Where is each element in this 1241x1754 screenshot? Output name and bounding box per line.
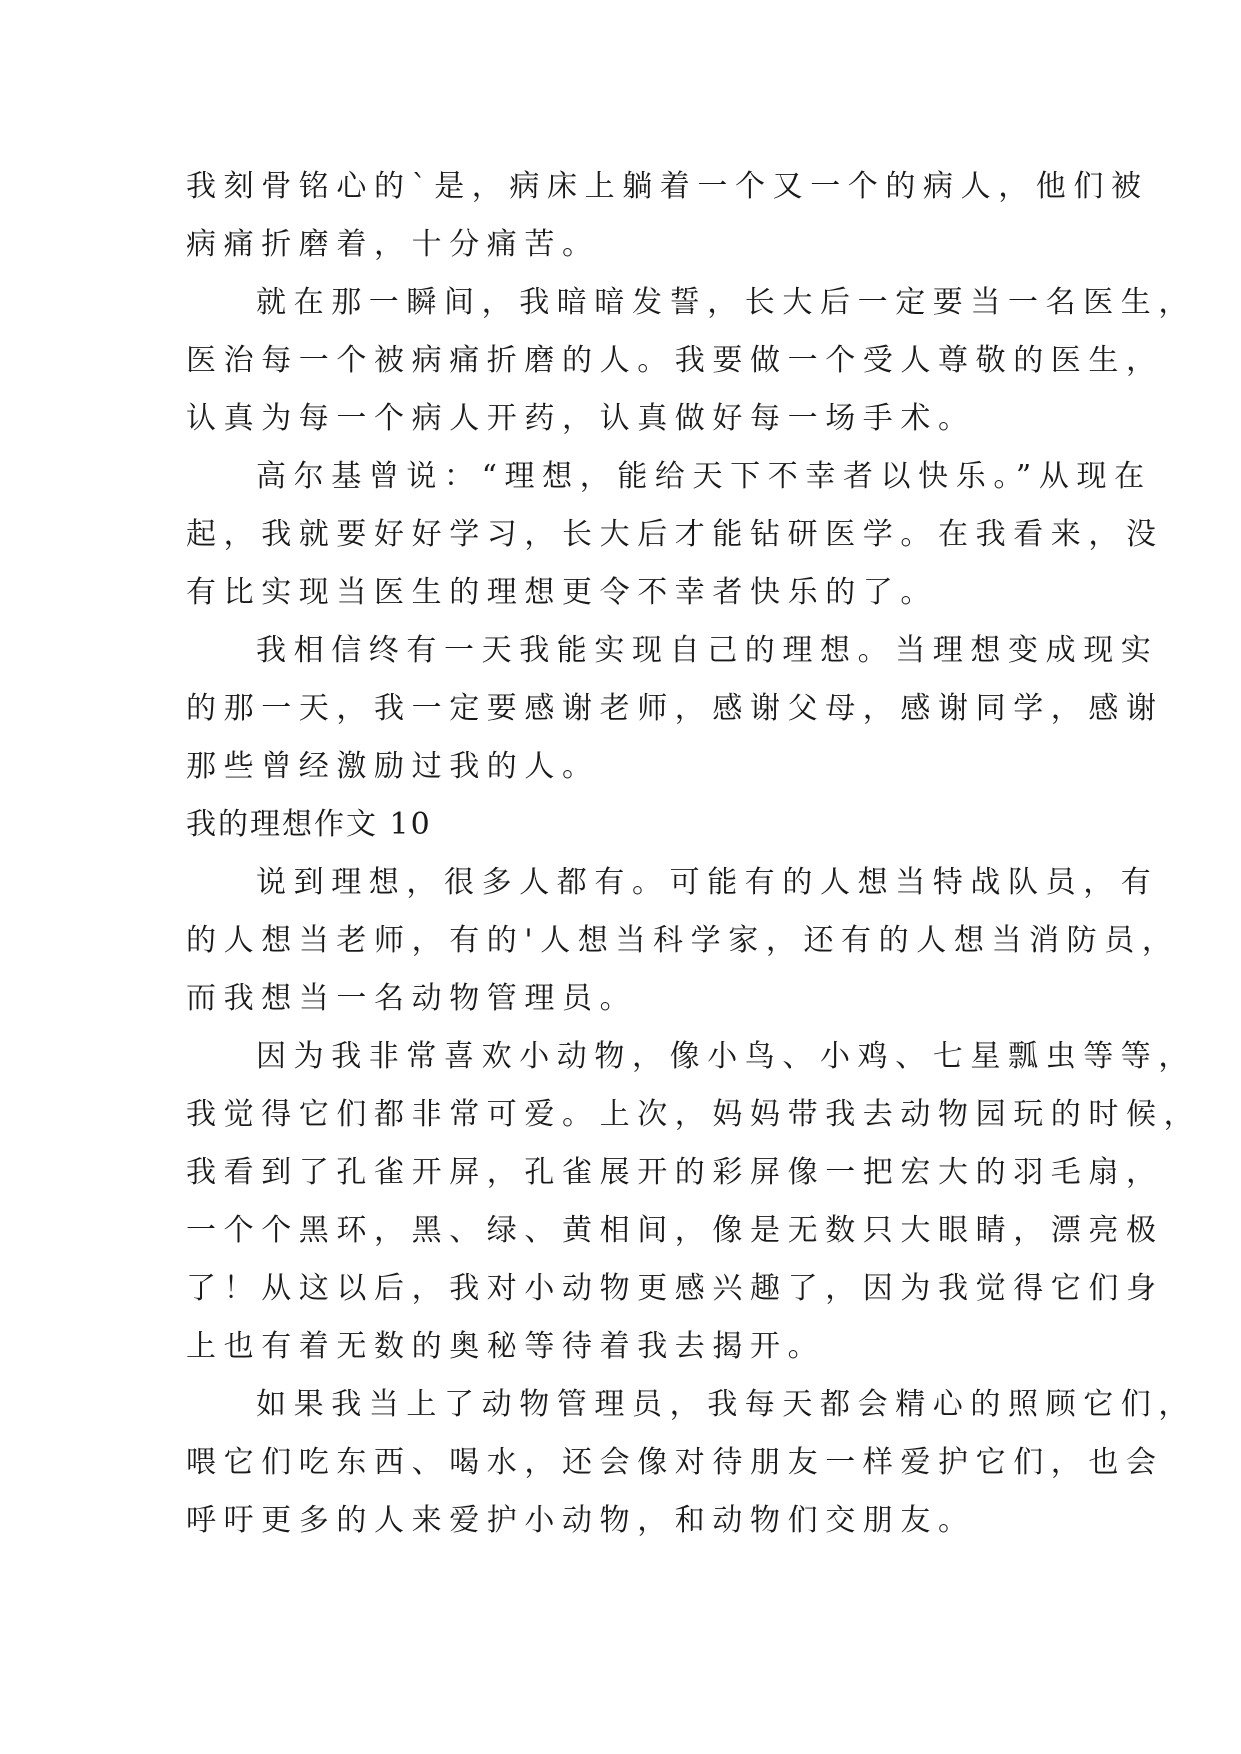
text-line: 喂它们吃东西、喝水，还会像对待朋友一样爱护它们，也会 xyxy=(186,1445,1164,1480)
text-line: 如果我当上了动物管理员，我每天都会精心的照顾它们， xyxy=(256,1387,1196,1422)
text-line: 高尔基曾说：“理想，能给天下不幸者以快乐。”从现在 xyxy=(256,459,1152,494)
text-line: 呼吁更多的人来爱护小动物，和动物们交朋友。 xyxy=(186,1503,976,1538)
paragraph xyxy=(186,158,1149,274)
text-line: 而我想当一名动物管理员。 xyxy=(186,981,638,1016)
text-line: 了！从这以后，我对小动物更感兴趣了，因为我觉得它们身 xyxy=(186,1271,1164,1306)
paragraph xyxy=(186,622,1164,796)
text-line: 说到理想，很多人都有。可能有的人想当特战队员，有 xyxy=(256,865,1159,900)
text-line: 那些曾经激励过我的人。 xyxy=(186,749,600,784)
text-line: 的那一天，我一定要感谢老师，感谢父母，感谢同学，感谢 xyxy=(186,691,1164,726)
paragraph xyxy=(186,1376,1196,1550)
text-line: 认真为每一个病人开药，认真做好每一场手术。 xyxy=(186,401,976,436)
text-line: 的人想当老师，有的'人想当科学家，还有的人想当消防员， xyxy=(186,923,1180,958)
paragraph xyxy=(186,854,1180,1028)
section-heading: 我的理想作文 10 xyxy=(186,807,432,842)
text-line: 病痛折磨着，十分痛苦。 xyxy=(186,227,600,262)
text-line: 就在那一瞬间，我暗暗发誓，长大后一定要当一名医生， xyxy=(256,285,1196,320)
text-line: 因为我非常喜欢小动物，像小鸟、小鸡、七星瓢虫等等， xyxy=(256,1039,1196,1074)
text-line: 有比实现当医生的理想更令不幸者快乐的了。 xyxy=(186,575,938,610)
text-line: 上也有着无数的奥秘等待着我去揭开。 xyxy=(186,1329,826,1364)
text-line: 一个个黑环，黑、绿、黄相间，像是无数只大眼睛，漂亮极 xyxy=(186,1213,1164,1248)
paragraph xyxy=(186,448,1164,622)
text-line: 我觉得它们都非常可爱。上次，妈妈带我去动物园玩的时候， xyxy=(186,1097,1202,1132)
document-page xyxy=(186,158,1202,1550)
paragraph xyxy=(186,274,1196,448)
text-line: 起，我就要好好学习，长大后才能钻研医学。在我看来，没 xyxy=(186,517,1164,552)
text-line: 我看到了孔雀开屏，孔雀展开的彩屏像一把宏大的羽毛扇， xyxy=(186,1155,1164,1190)
paragraph xyxy=(186,1028,1202,1376)
text-line: 我刻骨铭心的`是，病床上躺着一个又一个的病人，他们被 xyxy=(186,169,1149,204)
text-line: 我相信终有一天我能实现自己的理想。当理想变成现实 xyxy=(256,633,1159,668)
text-line: 医治每一个被病痛折磨的人。我要做一个受人尊敬的医生， xyxy=(186,343,1164,378)
